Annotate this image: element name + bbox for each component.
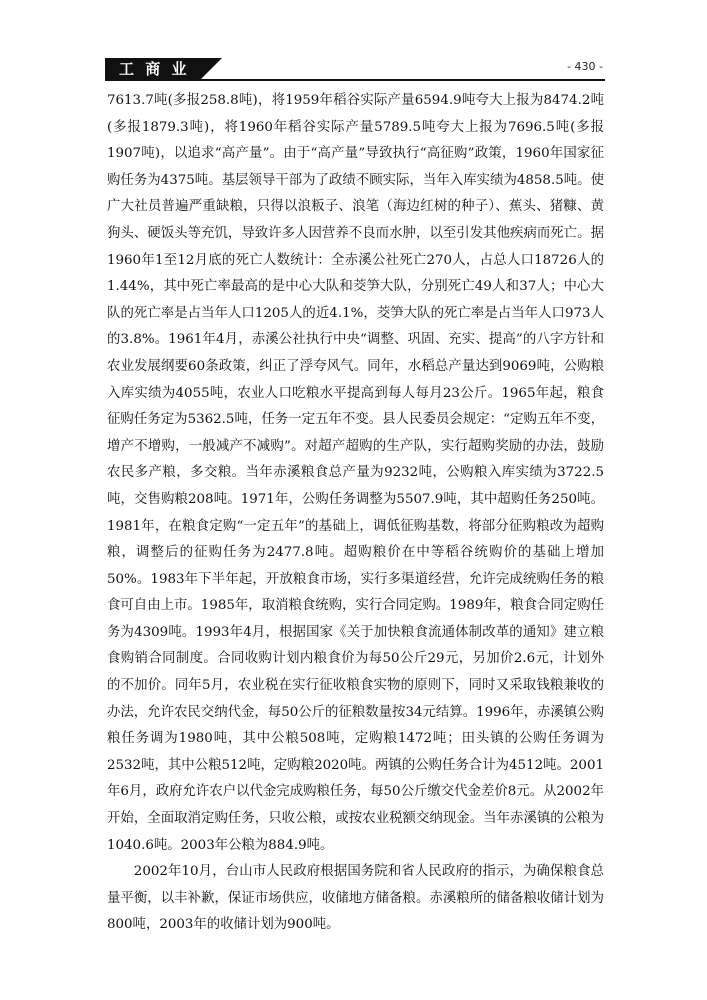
section-tab-notch: [200, 58, 222, 80]
section-title: 工 商 业: [105, 58, 200, 80]
header-rule: [105, 79, 605, 81]
paragraph-continued: 7613.7吨(多报258.8吨)，将1959年稻谷实际产量6594.9吨夸大上报为8474.2吨(多报1879.3吨)，将1960年稻谷实际产量5789.5吨夸大上报为7696.5吨(多报1907吨)，以追求“高产量”。由于“高产量”导致执行“高征购”政策，1960年国家征购任务为4375吨。基层领导干部为了政绩不顾实际，当年入库实绩为4858.5吨。使广大社员普遍严重缺粮，只得以浪粄子、浪笔（海边红树的种子）、蕉头、猪糠、黄狗头、硬饭头等充饥，导致许多人因营养不良而水肿，以至引发其他疾病而死亡。据1960年1至12月底的死亡人数统计：全赤溪公社死亡270人，占总人口18726人的1.44%，其中死亡率最高的是中心大队和茭笋大队，分别死亡49人和37人；中心大队的死亡率是占当年人口1205人的近4.1%，茭笋大队的死亡率是占当年人口973人的3.8%。1961年4月，赤溪公社执行中央“调整、巩固、充实、提高”的八字方针和农业发展纲要60条政策，纠正了浮夸风气。同年，水稻总产量达到9069吨，公购粮入库实绩为4055吨，农业人口吃粮水平提高到每人每月23公斤。1965年起，粮食征购任务定为5362.5吨，任务一定五年不变。县人民委员会规定：“定购五年不变，增产不增购，一般减产不减购”。对超产超购的生产队，实行超购奖励的办法，鼓励农民多产粮，多交粮。当年赤溪粮食总产量为9232吨，公购粮入库实绩为3722.5吨，交售购粮208吨。1971年，公购任务调整为5507.9吨，其中超购任务250吨。1981年，在粮食定购“一定五年”的基础上，调低征购基数，将部分征购粮改为超购粮，调整后的征购任务为2477.8吨。超购粮价在中等稻谷统购价的基础上增加50%。1983年下半年起，开放粮食市场，实行多渠道经营，允许完成统购任务的粮食可自由上市。1985年，取消粮食统购，实行合同定购。1989年，粮食合同定购任务为4309吨。1993年4月，根据国家《关于加快粮食流通体制改革的通知》建立粮食购销合同制度。合同收购计划内粮食价为每50公斤29元，另加价2.6元，计划外的不加价。同年5月，农业税在实行征收粮食实物的原则下，同时又采取钱粮兼收的办法，允许农民交纳代金，每50公斤的征粮数量按34元结算。1996年，赤溪镇公购粮任务调为1980吨，其中公粮508吨，定购粮1472吨；田头镇的公购任务调为2532吨，其中公粮512吨，定购粮2020吨。两镇的公购任务合计为4512吨。2001年6月，政府允许农户以代金完成购粮任务，每50公斤缴交代金差价8元。从2002年开始，全面取消定购任务，只收公粮，或按农业税额交纳现金。当年赤溪镇的公粮为1040.6吨。2003年公粮为884.9吨。: [107, 93, 604, 853]
page-number: - 430 -: [567, 60, 603, 73]
body-text: [107, 88, 604, 939]
page-header: [105, 58, 605, 80]
paragraph: 2002年10月，台山市人民政府根据国务院和省人民政府的指示，为确保粮食总量平衡，以丰补歉，保证市场供应，收储地方储备粮。赤溪粮所的储备粮收储计划为800吨，2003年的收储计划为900吨。: [107, 864, 604, 933]
